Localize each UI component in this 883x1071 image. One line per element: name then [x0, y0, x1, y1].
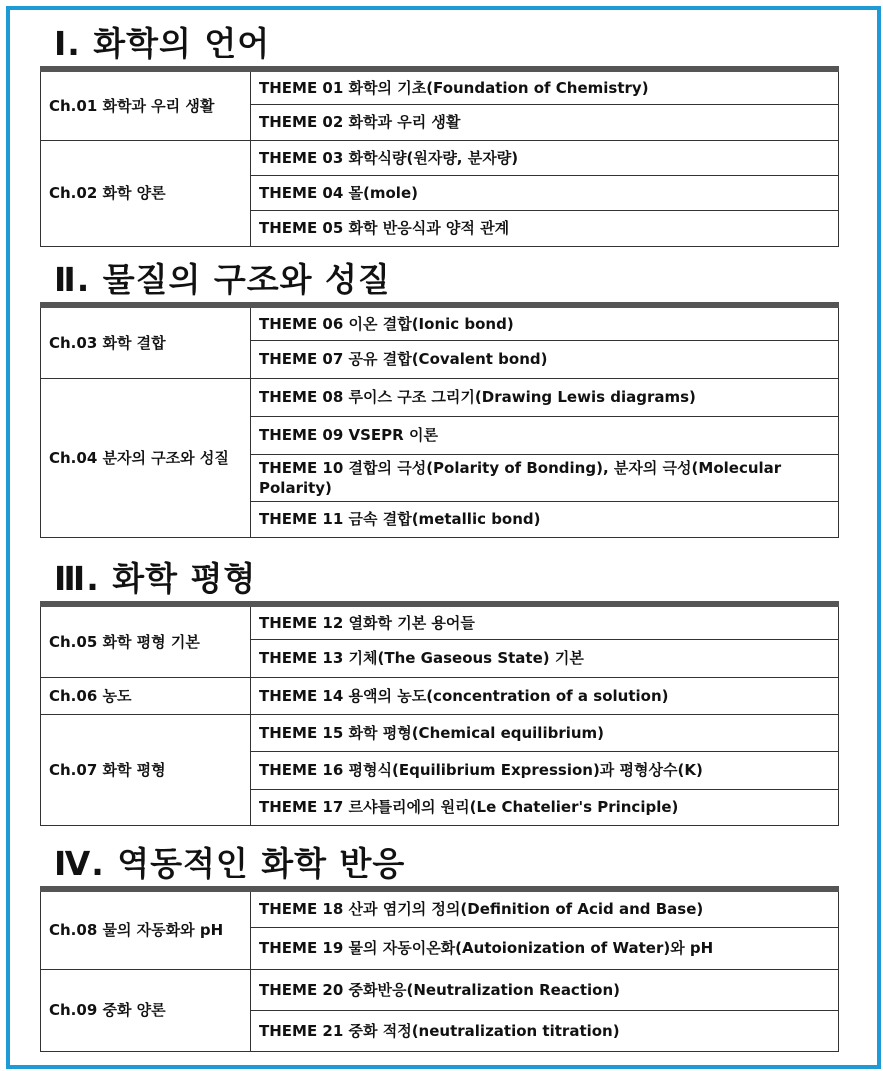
section-title: Ⅱ. 물질의 구조와 성질 — [54, 260, 391, 299]
theme-item: THEME 20 중화반응(Neutralization Reaction) — [251, 969, 839, 1010]
theme-item: THEME 19 물의 자동이온화(Autoionization of Water)와 pH — [251, 927, 839, 969]
contents-table — [40, 302, 839, 538]
theme-item: THEME 08 루이스 구조 그리기(Drawing Lewis diagrams) — [251, 378, 839, 416]
theme-item: THEME 10 결합의 극성(Polarity of Bonding), 분자의 극성(Molecular Polarity) — [251, 454, 839, 501]
theme-item: THEME 09 VSEPR 이론 — [251, 416, 839, 454]
section-2 — [40, 258, 839, 538]
theme-item: THEME 01 화학의 기초(Foundation of Chemistry) — [251, 69, 839, 104]
chapter-label: Ch.09 중화 양론 — [41, 969, 251, 1051]
theme-item: THEME 16 평형식(Equilibrium Expression)과 평형상수(K) — [251, 751, 839, 789]
theme-item: THEME 06 이온 결합(Ionic bond) — [251, 305, 839, 340]
section-1 — [40, 22, 839, 247]
section-title: Ⅳ. 역동적인 화학 반응 — [54, 844, 406, 883]
table-row — [41, 140, 839, 175]
theme-item: THEME 15 화학 평형(Chemical equilibrium) — [251, 714, 839, 751]
table-row — [41, 305, 839, 340]
section-title: Ⅰ. 화학의 언어 — [54, 24, 271, 63]
theme-item: THEME 18 산과 염기의 정의(Definition of Acid and Base) — [251, 889, 839, 927]
table-row — [41, 378, 839, 416]
chapter-label: Ch.04 분자의 구조와 성질 — [41, 378, 251, 537]
theme-item: THEME 21 중화 적정(neutralization titration) — [251, 1010, 839, 1051]
contents-table — [40, 66, 839, 247]
contents-table — [40, 601, 839, 826]
contents-table — [40, 886, 839, 1052]
theme-item: THEME 03 화학식량(원자량, 분자량) — [251, 140, 839, 175]
chapter-label: Ch.07 화학 평형 — [41, 714, 251, 825]
section-title: Ⅲ. 화학 평형 — [54, 559, 257, 598]
table-row — [41, 677, 839, 714]
chapter-label: Ch.02 화학 양론 — [41, 140, 251, 246]
theme-item: THEME 11 금속 결합(metallic bond) — [251, 501, 839, 537]
theme-item: THEME 05 화학 반응식과 양적 관계 — [251, 210, 839, 246]
theme-item: THEME 17 르샤틀리에의 원리(Le Chatelier's Principle) — [251, 789, 839, 825]
section-4 — [40, 842, 839, 1052]
table-row — [41, 604, 839, 639]
table-row — [41, 889, 839, 927]
chapter-label: Ch.06 농도 — [41, 677, 251, 714]
theme-item: THEME 14 용액의 농도(concentration of a solution) — [251, 677, 839, 714]
chapter-label: Ch.01 화학과 우리 생활 — [41, 69, 251, 140]
chapter-label: Ch.08 물의 자동화와 pH — [41, 889, 251, 969]
theme-item: THEME 02 화학과 우리 생활 — [251, 104, 839, 140]
chapter-label: Ch.03 화학 결합 — [41, 305, 251, 378]
theme-item: THEME 12 열화학 기본 용어들 — [251, 604, 839, 639]
table-row — [41, 69, 839, 104]
chapter-label: Ch.05 화학 평형 기본 — [41, 604, 251, 677]
theme-item: THEME 13 기체(The Gaseous State) 기본 — [251, 639, 839, 677]
table-row — [41, 969, 839, 1010]
theme-item: THEME 04 몰(mole) — [251, 175, 839, 210]
table-row — [41, 714, 839, 751]
theme-item: THEME 07 공유 결합(Covalent bond) — [251, 340, 839, 378]
section-3 — [40, 557, 839, 826]
